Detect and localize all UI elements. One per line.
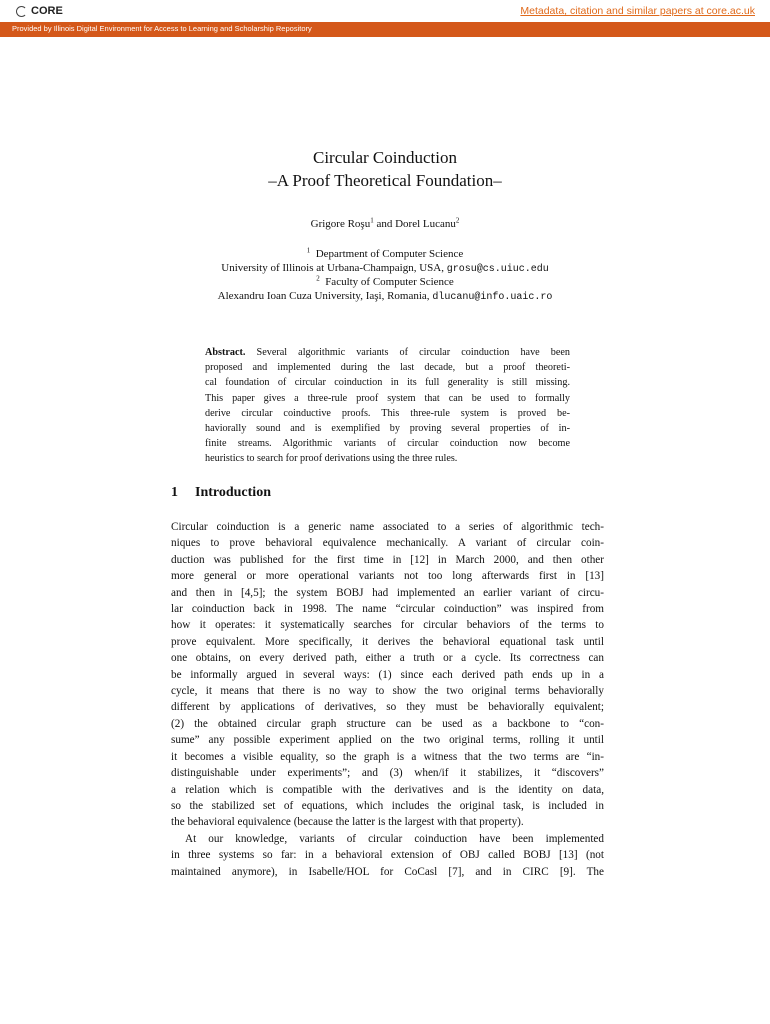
abstract-line: This paper gives a three-rule proof system that can be used to formally: [205, 392, 570, 404]
abstract-line: [205, 345, 570, 360]
affiliation-2-dept-text: Faculty of Computer Science: [325, 276, 454, 288]
body-line: be informally argued in several ways: (1) since each derived path ends up in a: [171, 668, 604, 681]
paper-title: Circular Coinduction: [312, 148, 457, 167]
section-number: 1: [171, 485, 178, 500]
author-1-mark: 1: [370, 216, 374, 225]
core-header: [0, 0, 770, 22]
core-metadata-link[interactable]: Metadata, citation and similar papers at core.ac.uk: [520, 5, 755, 17]
abstract-line: haviorally sound and is exemplified by proving several properties of in-: [205, 423, 570, 435]
affiliation-2-email[interactable]: dlucanu@info.uaic.ro: [432, 292, 553, 303]
body-line: maintained anymore), in Isabelle/HOL for CoCasl [7], and in CIRC [9]. The: [171, 865, 604, 878]
body-text: [171, 519, 604, 880]
body-line: niques to prove behavioral equivalence mechanically. A variant of circular coin-: [171, 537, 604, 550]
affiliation-1-mark: 1: [306, 246, 311, 255]
affiliation-2-dept: [0, 276, 770, 288]
body-line: (2) the obtained circular graph structure can be used as a backbone to “con-: [171, 717, 604, 730]
body-line: different by applications of derivatives, so they must be behaviorally equivalent;: [171, 701, 604, 714]
body-line: and then in [4,5]; the system BOBJ had implemented an earlier variant of circu-: [171, 586, 604, 599]
body-line: duction was published for the first time in [12] in March 2000, and then other: [171, 553, 604, 566]
author-2-mark: 2: [455, 216, 460, 225]
paper-subtitle: –A Proof Theoretical Foundation–: [268, 171, 502, 190]
core-logo-icon: [16, 6, 27, 17]
author-2: Dorel Lucanu: [395, 218, 456, 230]
abstract: [205, 345, 570, 467]
body-line: one obtains, on every derived path, either a truth or a cycle. Its correctness can: [171, 652, 604, 665]
author-1: Grigore Roşu: [310, 218, 371, 230]
abstract-line: proposed and implemented during the last decade, but a proof theoreti-: [205, 362, 570, 374]
affiliation-1-inst: [0, 262, 770, 275]
abstract-line: finite streams. Algorithmic variants of circular coinduction now become: [205, 438, 570, 450]
abstract-line: derive circular coinductive proofs. This three-rule system is proved be-: [205, 407, 570, 419]
affiliation-2-inst: [0, 290, 770, 303]
abstract-line: heuristics to search for proof derivations using the three rules.: [205, 453, 458, 465]
authors-line: [0, 218, 770, 230]
provided-by-text: Provided by Illinois Digital Environment for Access to Learning and Scholarship Repository: [12, 24, 312, 33]
affiliation-2-mark: 2: [316, 274, 320, 283]
affiliation-1-email[interactable]: grosu@cs.uiuc.edu: [446, 264, 549, 275]
body-line: so the stabilized set of equations, which includes the original task, is included in: [171, 799, 604, 812]
body-line: Circular coinduction is a generic name associated to a series of algorithmic tech-: [171, 521, 604, 533]
core-logo-text: CORE: [31, 5, 63, 17]
affiliation-2-inst-text: Alexandru Ioan Cuza University, Iaşi, Romania,: [217, 290, 433, 302]
body-line: it becomes a visible equality, so the graph is a witness that the two terms are “in-: [171, 750, 604, 763]
abstract-text: Several algorithmic variants of circular coinduction have been: [245, 347, 570, 358]
section-heading: [171, 485, 271, 501]
affiliation-1-dept-text: Department of Computer Science: [315, 248, 464, 260]
body-line: how it operates: it systematically searches for circular behaviors of the terms to: [171, 619, 604, 632]
affiliation-1-dept: [0, 248, 770, 260]
author-joiner: and: [373, 218, 396, 230]
provided-by-bar: [0, 22, 770, 37]
body-line: prove equivalent. More specifically, it derives the behavioral equational task until: [171, 635, 604, 648]
affiliation-1-inst-text: University of Illinois at Urbana-Champaign, USA,: [221, 262, 447, 274]
core-logo[interactable]: [16, 5, 63, 17]
body-line: the behavioral equivalence (because the latter is the largest with that property).: [171, 816, 524, 829]
body-line: in three systems so far: in a behavioral extension of OBJ called BOBJ [13] (not: [171, 849, 604, 862]
body-line: sume” any possible experiment applied on the two original terms, rolling it until: [171, 734, 604, 747]
body-line: distinguishable under experiments”; and (3) when/if it stabilizes, it “discovers”: [171, 767, 604, 780]
abstract-line: cal foundation of circular coinduction in its full generality is still missing.: [205, 377, 570, 389]
body-line: more general or more operational variants not too long afterwards first in [13]: [171, 570, 604, 583]
body-line: cycle, it means that there is no way to show the two original terms behaviorally: [171, 685, 604, 698]
body-line: At our knowledge, variants of circular coinduction have been implemented: [185, 832, 604, 845]
body-line: lar coinduction back in 1998. The name “circular coinduction” was inspired from: [171, 603, 604, 616]
abstract-label: Abstract.: [205, 347, 246, 358]
body-line: a relation which is compatible with the derivatives and is the identity on data,: [171, 783, 604, 796]
section-title: Introduction: [195, 485, 271, 500]
